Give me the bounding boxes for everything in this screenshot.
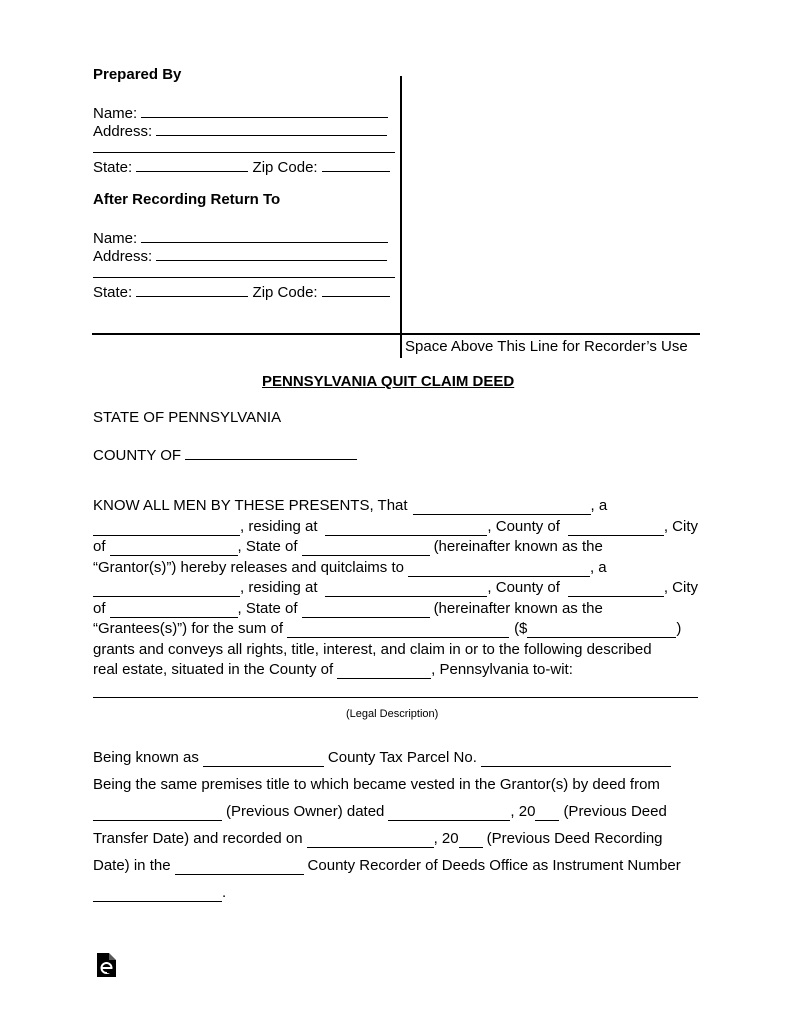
recorder-county-field[interactable] <box>175 859 304 875</box>
grantor-marital-status-field[interactable] <box>93 520 240 536</box>
recorder-space-line <box>92 333 700 335</box>
prior-line-1: Being known as County Tax Parcel No. <box>93 744 698 771</box>
return-to-zip-label: Zip Code: <box>252 284 318 301</box>
recording-year-field[interactable] <box>459 832 483 848</box>
prior-line-4: Transfer Date) and recorded on , 20 (Previous Deed Recording <box>93 830 663 847</box>
grantee-county-field[interactable] <box>568 581 664 597</box>
return-to-state-field[interactable] <box>136 281 248 297</box>
recorder-box-divider <box>400 76 402 358</box>
county-of-field[interactable] <box>185 444 357 460</box>
tax-parcel-number-field[interactable] <box>481 751 671 767</box>
legal-description-label: (Legal Description) <box>346 708 439 720</box>
prepared-by-state-field[interactable] <box>136 156 248 172</box>
paragraph-line-8: grants and conveys all rights, title, interest, and claim in or to the following described <box>93 640 652 658</box>
paragraph-line-9: real estate, situated in the County of , Pennsylvania to-wit: <box>93 661 573 678</box>
prepared-by-zip-field[interactable] <box>322 156 390 172</box>
grantor-state-field[interactable] <box>302 540 430 556</box>
previous-deed-date-field[interactable] <box>388 805 510 821</box>
property-county-field[interactable] <box>337 663 431 679</box>
grantee-address-field[interactable] <box>325 581 487 597</box>
return-to-address-line-2[interactable] <box>93 277 395 278</box>
prepared-by-state-label: State: <box>93 159 133 176</box>
grantor-county-field[interactable] <box>568 520 664 536</box>
return-to-zip-field[interactable] <box>322 281 390 297</box>
property-known-as-field[interactable] <box>203 751 324 767</box>
paragraph-line-7: “Grantees(s)”) for the sum of ($ ) <box>93 620 682 637</box>
grantee-name-field[interactable] <box>408 561 590 577</box>
sum-amount-field[interactable] <box>527 622 676 638</box>
prepared-by-state-row <box>93 156 390 177</box>
prior-line-6: . <box>93 879 698 906</box>
prepared-by-name-field[interactable] <box>141 102 388 118</box>
previous-owner-field[interactable] <box>93 805 222 821</box>
prior-deed-paragraph <box>93 744 698 906</box>
grantee-city-field[interactable] <box>110 602 238 618</box>
county-of-row <box>93 444 357 465</box>
return-to-state-row <box>93 281 390 302</box>
prepared-by-address-label: Address: <box>93 123 153 140</box>
paragraph-line-3: of , State of (hereinafter known as the <box>93 538 603 555</box>
return-to-heading: After Recording Return To <box>93 191 281 208</box>
grantor-address-field[interactable] <box>325 520 487 536</box>
sum-words-field[interactable] <box>287 622 509 638</box>
grantor-city-field[interactable] <box>110 540 238 556</box>
return-to-name-label: Name: <box>93 230 138 247</box>
prior-line-5: Date) in the County Recorder of Deeds Office as Instrument Number <box>93 857 681 874</box>
grantor-name-field[interactable] <box>413 499 591 515</box>
state-of-line: STATE OF PENNSYLVANIA <box>93 409 282 426</box>
document-title: PENNSYLVANIA QUIT CLAIM DEED <box>262 373 515 390</box>
conveyance-paragraph <box>93 496 698 681</box>
county-of-label: COUNTY OF <box>93 447 182 464</box>
paragraph-line-5: , residing at , County of , City <box>93 578 698 599</box>
return-to-name-field[interactable] <box>141 227 388 243</box>
eforms-logo-icon <box>96 953 116 977</box>
legal-description-field[interactable] <box>93 697 698 698</box>
prepared-by-address-line-2[interactable] <box>93 152 395 153</box>
recording-date-field[interactable] <box>307 832 434 848</box>
paragraph-line-1: KNOW ALL MEN BY THESE PRESENTS, That , a <box>93 497 608 514</box>
recorder-use-note: Space Above This Line for Recorder’s Use <box>405 338 688 355</box>
prepared-by-zip-label: Zip Code: <box>252 159 318 176</box>
prior-line-3: (Previous Owner) dated , 20 (Previous Deed <box>93 798 698 825</box>
prepared-by-name-label: Name: <box>93 105 138 122</box>
prior-line-2: Being the same premises title to which became vested in the Grantor(s) by deed from <box>93 776 660 793</box>
return-to-address-field[interactable] <box>156 245 387 261</box>
previous-deed-year-field[interactable] <box>535 805 559 821</box>
return-to-address-row <box>93 245 387 266</box>
grantee-marital-status-field[interactable] <box>93 581 240 597</box>
paragraph-line-6: of , State of (hereinafter known as the <box>93 599 603 617</box>
return-to-address-label: Address: <box>93 248 153 265</box>
instrument-number-field[interactable] <box>93 886 222 902</box>
prepared-by-heading: Prepared By <box>93 66 182 83</box>
prepared-by-address-field[interactable] <box>156 120 387 136</box>
paragraph-line-4: “Grantor(s)”) hereby releases and quitclaims to , a <box>93 558 607 576</box>
grantee-state-field[interactable] <box>302 602 430 618</box>
return-to-state-label: State: <box>93 284 133 301</box>
paragraph-line-2: , residing at , County of , City <box>93 517 698 538</box>
prepared-by-address-row <box>93 120 387 141</box>
